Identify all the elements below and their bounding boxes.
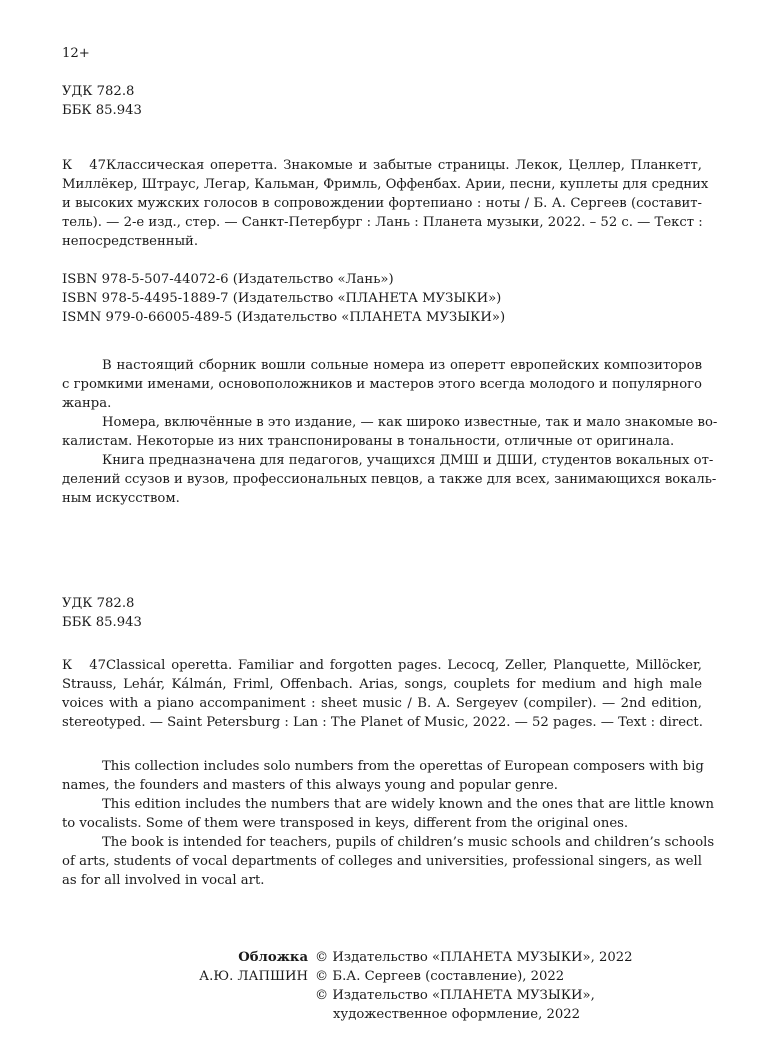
catalog-line: Классическая оперетта. Знакомые и забытые страницы. Лекок, Целлер, Планкетт, (106, 158, 702, 173)
abstract-line: to vocalists. Some of them were transposed in keys, different from the original ones. (62, 816, 629, 831)
abstract-line: делений ссузов и вузов, профессиональных певцов, а также для всех, занимающихся вокаль- (62, 472, 717, 487)
abstract-line: The book is intended for teachers, pupils of children’s music schools and children’s schools (102, 835, 715, 850)
copyright-line: © Издательство «ПЛАНЕТА МУЗЫКИ», (315, 988, 595, 1003)
abstract-line: of arts, students of vocal departments of colleges and universities, professional singers, as well (62, 854, 702, 869)
udk-ru: УДК 782.8 (62, 84, 135, 99)
isbn-planeta: ISBN 978-5-4495-1889-7 (Издательство «ПЛАНЕТА МУЗЫКИ») (62, 291, 502, 306)
catalog-line: stereotyped. — Saint Petersburg : Lan : The Planet of Music, 2022. — 52 pages. — Text : direct. (62, 715, 703, 730)
abstract-line: ным искусством. (62, 491, 180, 506)
abstract-line: жанра. (62, 396, 112, 411)
catalog-line: тель). — 2-е изд., стер. — Санкт-Петербург : Лань : Планета музыки, 2022. – 52 с. — Текст : (62, 215, 703, 230)
cover-credit (198, 948, 308, 986)
catalog-code-ru: К 47 (62, 158, 106, 173)
catalog-line: непосредственный. (62, 234, 199, 249)
copyright-line: © Издательство «ПЛАНЕТА МУЗЫКИ», 2022 (315, 950, 633, 965)
age-rating: 12+ (62, 46, 90, 61)
abstract-line: This collection includes solo numbers from the operettas of European composers with big (102, 759, 704, 774)
abstract-ru (62, 356, 718, 508)
copyright-line: © Б.А. Сергеев (составление), 2022 (315, 969, 565, 984)
catalog-entry-en (62, 656, 702, 732)
abstract-line: as for all involved in vocal art. (62, 873, 265, 888)
abstract-en (62, 757, 715, 890)
catalog-line: Strauss, Lehár, Kálmán, Friml, Offenbach. Arias, songs, couplets for medium and high male (62, 677, 702, 692)
catalog-line: Миллёкер, Штраус, Легар, Кальман, Фримль, Оффенбах. Арии, песни, куплеты для средних (62, 177, 709, 192)
abstract-line: с громкими именами, основоположников и мастеров этого всегда молодого и популярного (62, 377, 702, 392)
abstract-line: В настоящий сборник вошли сольные номера из оперетт европейских композиторов (102, 358, 702, 373)
abstract-line: This edition includes the numbers that are widely known and the ones that are little known (102, 797, 714, 812)
catalog-line: Classical operetta. Familiar and forgotten pages. Lecocq, Zeller, Planquette, Millöcker, (106, 658, 702, 673)
abstract-line: Книга предназначена для педагогов, учащихся ДМШ и ДШИ, студентов вокальных от- (102, 453, 714, 468)
abstract-line: калистам. Некоторые из них транспонированы в тональности, отличные от оригинала. (62, 434, 675, 449)
copyright-block (315, 948, 655, 1024)
cover-label: Обложка (238, 950, 308, 965)
isbn-list (62, 270, 702, 327)
abstract-line: names, the founders and masters of this always young and popular genre. (62, 778, 558, 793)
catalog-code-en: К 47 (62, 658, 106, 673)
udk-en: УДК 782.8 (62, 596, 135, 611)
catalog-entry-ru (62, 156, 709, 251)
bbk-en: ББК 85.943 (62, 615, 142, 630)
isbn-lan: ISBN 978-5-507-44072-6 (Издательство «Лань») (62, 272, 394, 287)
cover-artist: А.Ю. ЛАПШИН (199, 969, 308, 984)
catalog-line: voices with a piano accompaniment : sheet music / B. A. Sergeyev (compiler). — 2nd edition, (62, 696, 702, 711)
abstract-line: Номера, включённые в это издание, — как широко известные, так и мало знакомые во- (102, 415, 718, 430)
ismn-planeta: ISMN 979-0-66005-489-5 (Издательство «ПЛАНЕТА МУЗЫКИ») (62, 310, 506, 325)
bbk-ru: ББК 85.943 (62, 103, 142, 118)
catalog-line: и высоких мужских голосов в сопровождении фортепиано : ноты / Б. А. Сергеев (составит- (62, 196, 702, 211)
copyright-line: художественное оформление, 2022 (333, 1007, 581, 1022)
